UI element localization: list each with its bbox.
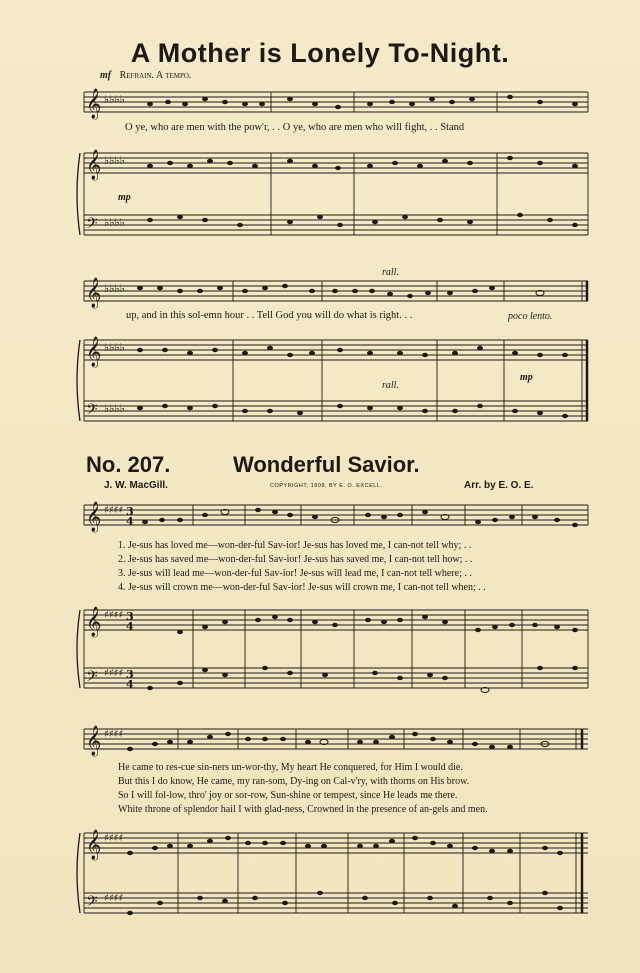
svg-text:3: 3 [126, 668, 134, 681]
poco-lento-marking: poco lento. [508, 311, 553, 322]
bass-clef: 𝄢 [86, 893, 98, 914]
svg-text:♭♭♭♭: ♭♭♭♭ [104, 93, 125, 106]
svg-text:♭♭♭♭: ♭♭♭♭ [104, 216, 125, 229]
svg-text:♭♭♭♭: ♭♭♭♭ [104, 341, 125, 354]
treble-clef: 𝄞 [86, 150, 102, 180]
hymn-title: A Mother is Lonely To-Night. [130, 38, 510, 68]
dynamic-mp: mp [118, 192, 131, 203]
bass-clef: 𝄢 [86, 401, 98, 422]
svg-text:♯♯♯♯: ♯♯♯♯ [104, 893, 124, 904]
lyrics-line-2: up, and in this sol-emn hour . . Tell God you will do what is right. . . [126, 310, 413, 321]
hymn-title-2: Wonderful Savior. [233, 452, 420, 477]
rall-marking-1: rall. [382, 267, 399, 278]
verse-line: But this I do know, He came, my ran-som, Dy-ing on Cal-v'ry, with thorns on His brow. [118, 776, 470, 787]
staff-piano-3 [77, 610, 588, 688]
svg-text:♯♯♯♯: ♯♯♯♯ [104, 668, 124, 679]
dynamic-mp-2: mp [520, 372, 533, 383]
verse-line: He came to res-cue sin-ners un-wor-thy, My heart He conquered, for Him I would die. [118, 762, 463, 773]
staff-piano-4 [77, 833, 588, 913]
tempo-marking: mf Refrain. A tempo. [100, 70, 192, 81]
svg-text:3: 3 [126, 610, 134, 623]
bass-clef: 𝄢 [86, 215, 98, 236]
svg-text:♯♯♯♯: ♯♯♯♯ [104, 833, 124, 844]
treble-clef: 𝄞 [86, 502, 102, 532]
svg-text:♭♭♭♭: ♭♭♭♭ [104, 282, 125, 295]
treble-clef: 𝄞 [86, 89, 102, 119]
staff-voice-1 [84, 92, 588, 112]
verse-line: So I will fol-low, thro' joy or sor-row, Sun-shine or tempest, since He leads me there. [118, 790, 458, 801]
verse-line: 3. Je-sus will lead me—won-der-ful Sav-ior! Je-sus will lead me, I can-not tell where; . . [118, 568, 472, 579]
lyrics-line-1: O ye, who are men with the pow'r, . . O ye, who are men who will fight, . . Stand [125, 122, 465, 133]
treble-clef: 𝄞 [86, 607, 102, 637]
verse-line: 2. Je-sus has saved me—won-der-ful Sav-ior! Je-sus has saved me, I can-not tell how; . . [118, 554, 473, 565]
verse-line: 4. Je-sus will crown me—won-der-ful Sav-ior! Je-sus will crown me, I can-not tell when; . . [118, 582, 486, 593]
treble-clef: 𝄞 [86, 337, 102, 367]
bass-clef: 𝄢 [86, 668, 98, 689]
svg-text:♯♯♯♯: ♯♯♯♯ [104, 729, 124, 740]
svg-text:♯♯♯♯: ♯♯♯♯ [104, 505, 124, 516]
staff-piano-2 [77, 340, 588, 421]
svg-text:♯♯♯♯: ♯♯♯♯ [104, 610, 124, 621]
hymn-number: No. 207. [86, 452, 171, 477]
arranger-credit: Arr. by E. O. E. [464, 480, 534, 491]
author-credit: J. W. MacGill. [104, 480, 168, 491]
copyright-notice: COPYRIGHT, 1909, BY E. O. EXCELL. [270, 483, 383, 489]
treble-clef: 𝄞 [86, 726, 102, 756]
verse-line: White throne of splendor hail I with glad-ness, Crowned in the presence of an-gels and men. [118, 804, 488, 815]
svg-text:♭♭♭♭: ♭♭♭♭ [104, 402, 125, 415]
rall-marking-2: rall. [382, 380, 399, 391]
verse-line: 1. Je-sus has loved me—won-der-ful Sav-ior! Je-sus has loved me, I can-not tell why; . . [118, 540, 472, 551]
svg-text:4: 4 [126, 620, 134, 633]
svg-text:3: 3 [126, 505, 134, 518]
staff-piano-treble-1 [77, 153, 588, 235]
svg-text:♭♭♭♭: ♭♭♭♭ [104, 154, 125, 167]
treble-clef: 𝄞 [86, 278, 102, 308]
svg-text:4: 4 [126, 515, 134, 528]
treble-clef: 𝄞 [86, 830, 102, 860]
svg-text:4: 4 [126, 678, 134, 691]
